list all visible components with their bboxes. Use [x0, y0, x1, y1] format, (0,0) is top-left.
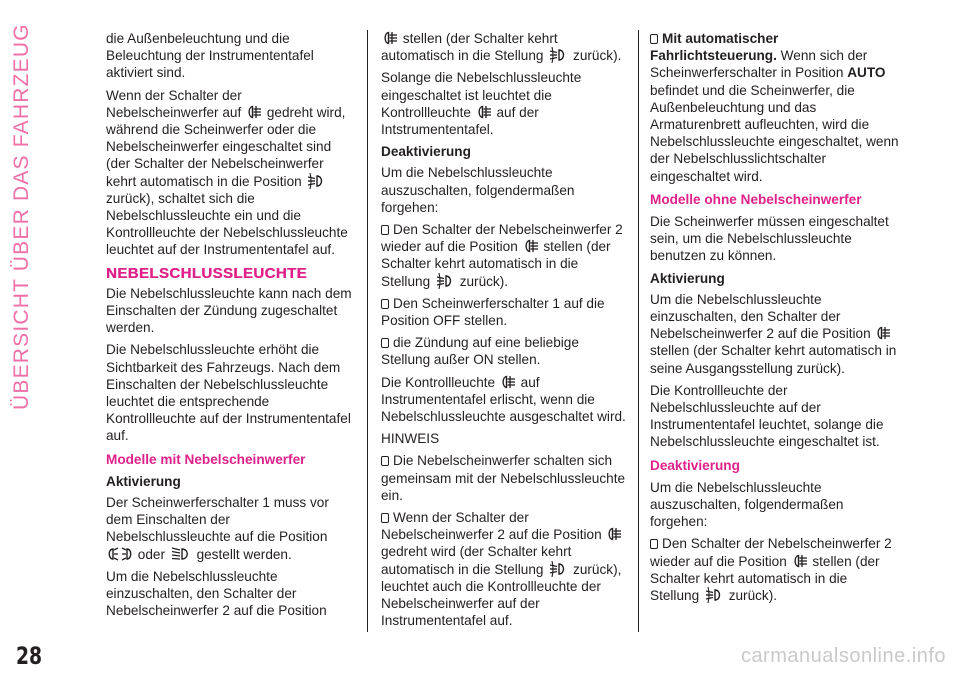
note-label: HINWEIS — [381, 431, 440, 447]
text: Wenn der Schalter der Nebelscheinwerfer auf — [106, 87, 242, 120]
auto-label: AUTO — [847, 65, 886, 81]
front-fog-light-icon — [548, 47, 568, 63]
bullet-icon — [381, 225, 389, 235]
bullet-item — [381, 334, 631, 368]
text: gestellt werden. — [196, 546, 292, 562]
text: Den Schalter der Nebelscheinwerfer 2 wieder auf die Position — [650, 536, 892, 569]
text: Den Schalter der Nebelscheinwerfer 2 wieder auf die Position — [381, 222, 623, 255]
front-fog-light-icon — [435, 273, 455, 289]
bullet-icon — [381, 456, 389, 466]
text: oder — [137, 546, 165, 562]
text-column-1 — [106, 30, 356, 625]
paragraph: Um die Nebelschlussleuchte einzuschalten, den Schalter der Nebelscheinwerfer 2 auf die Position — [106, 568, 327, 619]
watermark: carmanualsonline.info — [740, 645, 946, 667]
text: Wenn sich der Scheinwerferschalter in Position — [650, 48, 868, 81]
bullet-item — [381, 509, 631, 629]
text: Den Scheinwerferschalter 1 auf die Position OFF stellen. — [381, 295, 605, 329]
paragraph: Um die Nebelschlussleuchte auszuschalten, folgendermaßen forgehen: — [650, 479, 844, 530]
front-fog-light-icon — [306, 173, 326, 189]
paragraph: Die Nebelschlussleuchte kann nach dem Einschalten der Zündung zugeschaltet werden. — [106, 285, 352, 336]
paragraph: Die Kontrollleuchte der Nebelschlussleuchte auf der Instrumententafel leuchtet, solange die Nebelschlussleuchte eingeschaltet ist. — [650, 382, 884, 450]
text-column-3 — [650, 30, 900, 609]
text: befindet und die Scheinwerfer, die Außenbeleuchtung und das Armaturenbrett aufleuchten, wird die Nebelschlussleuchte eingeschaltet, wenn der Nebelschlusslichtschalter eingeschaltet wird. — [650, 82, 899, 184]
text: auf Instrumententafel erlischt, wenn die Nebelschlussleuchte ausgeschaltet wird. — [381, 374, 626, 425]
text: zurück), leuchtet auch die Kontrollleuchte der Nebelscheinwerfer auf der Instrumententafel auf. — [381, 561, 622, 629]
text-column-2 — [381, 30, 631, 635]
rear-fog-light-icon — [382, 30, 398, 46]
text: zurück). — [573, 48, 622, 64]
rear-fog-light-icon — [792, 553, 808, 569]
subheading: Aktivierung — [106, 473, 181, 489]
text: Die Nebelscheinwerfer schalten sich gemeinsam mit der Nebelschlussleuchte ein. — [381, 453, 626, 503]
section-heading: NEBELSCHLUSSLEUCHTE — [106, 264, 307, 282]
text: stellen (der Schalter kehrt automatisch in seine Ausgangsstellung zurück). — [650, 343, 897, 376]
text: zurück), schaltet sich die Nebelschlussleuchte ein und die Kontrollleuchte der Nebelschlussleuchte leuchtet auf der Instrumententafel auf. — [106, 190, 348, 258]
chapter-side-title: ÜBERSICHT ÜBER DAS FAHRZEUG — [10, 23, 33, 410]
text: auf der Intstrumententafel. — [381, 104, 539, 138]
column-divider — [638, 30, 639, 632]
text: Wenn der Schalter der Nebelscheinwerfer 2 auf die Position — [381, 510, 602, 543]
subsection-heading: Deaktivierung — [650, 457, 740, 473]
rear-fog-light-icon — [523, 238, 539, 254]
paragraph: Die Nebelschlussleuchte erhöht die Sichtbarkeit des Fahrzeugs. Nach dem Einschalten der Nebelschlussleuchte leuchtet die entsprechende Kontrollleuchte auf der Instrumententafel auf. — [106, 342, 351, 444]
subsection-heading: Modelle ohne Nebelscheinwerfer — [650, 191, 862, 207]
bullet-icon — [650, 539, 658, 549]
paragraph — [650, 291, 900, 377]
front-fog-light-icon — [704, 587, 724, 603]
subheading: Aktivierung — [650, 270, 725, 286]
text: gedreht wird, während die Scheinwerfer oder die Nebelscheinwerfer eingeschaltet sind (der Schalter der Nebelscheinwerfer kehrt automatisch in die Position — [106, 104, 346, 189]
paragraph — [106, 87, 356, 259]
text: stellen (der Schalter kehrt automatisch in die Stellung — [381, 31, 558, 64]
paragraph: die Außenbeleuchtung und die Beleuchtung der Instrumententafel aktiviert sind. — [106, 31, 314, 81]
bullet-item — [381, 295, 631, 329]
bullet-icon — [650, 34, 658, 44]
text: gedreht wird (der Schalter kehrt automatisch in die Stellung — [381, 544, 572, 577]
paragraph — [381, 69, 631, 138]
text: stellen (der Schalter kehrt automatisch in die Stellung — [381, 239, 611, 289]
position-light-icon — [107, 546, 133, 562]
rear-fog-light-icon — [606, 526, 622, 542]
text: die Zündung auf eine beliebige Stellung außer ON stellen. — [381, 335, 579, 368]
bullet-icon — [381, 338, 389, 348]
paragraph: Um die Nebelschlussleuchte auszuschalten, folgendermaßen forgehen: — [381, 165, 575, 215]
low-beam-icon — [170, 546, 192, 562]
text: zurück). — [459, 273, 509, 289]
paragraph — [381, 30, 631, 64]
text: Der Scheinwerferschalter 1 muss vor dem Einschalten der Nebelschlussleuchte auf die Position — [106, 495, 329, 545]
subsection-heading: Modelle mit Nebelscheinwerfer — [106, 451, 306, 467]
text: Die Kontrollleuchte — [381, 374, 496, 390]
column-divider — [367, 30, 368, 632]
bullet-icon — [381, 299, 389, 309]
page-number: 28 — [16, 642, 43, 670]
rear-fog-light-icon — [246, 104, 262, 120]
text: Solange die Nebelschlussleuchte eingeschaltet ist leuchtet die Kontrollleuchte — [381, 70, 582, 120]
text: zurück). — [728, 588, 778, 604]
bullet-item — [381, 452, 631, 504]
text: stellen (der Schalter kehrt automatisch in die Stellung — [650, 553, 880, 604]
rear-fog-light-icon — [500, 374, 516, 390]
bullet-item — [650, 535, 900, 604]
front-fog-light-icon — [548, 561, 568, 577]
rear-fog-light-icon — [476, 104, 492, 120]
paragraph — [106, 494, 356, 563]
bullet-item — [381, 221, 631, 290]
paragraph — [381, 374, 631, 426]
bullet-icon — [381, 513, 389, 523]
rear-fog-light-icon — [875, 325, 891, 341]
paragraph: Die Scheinwerfer müssen eingeschaltet sein, um die Nebelschlussleuchte benutzen zu können. — [650, 214, 889, 264]
bold-text: Mit automatischer Fahrlichtsteuerung. — [650, 31, 779, 64]
bullet-item — [650, 30, 900, 185]
text: Um die Nebelschlussleuchte einzuschalten, den Schalter der Nebelscheinwerfer 2 auf die Position — [650, 291, 871, 342]
subheading: Deaktivierung — [381, 144, 471, 160]
